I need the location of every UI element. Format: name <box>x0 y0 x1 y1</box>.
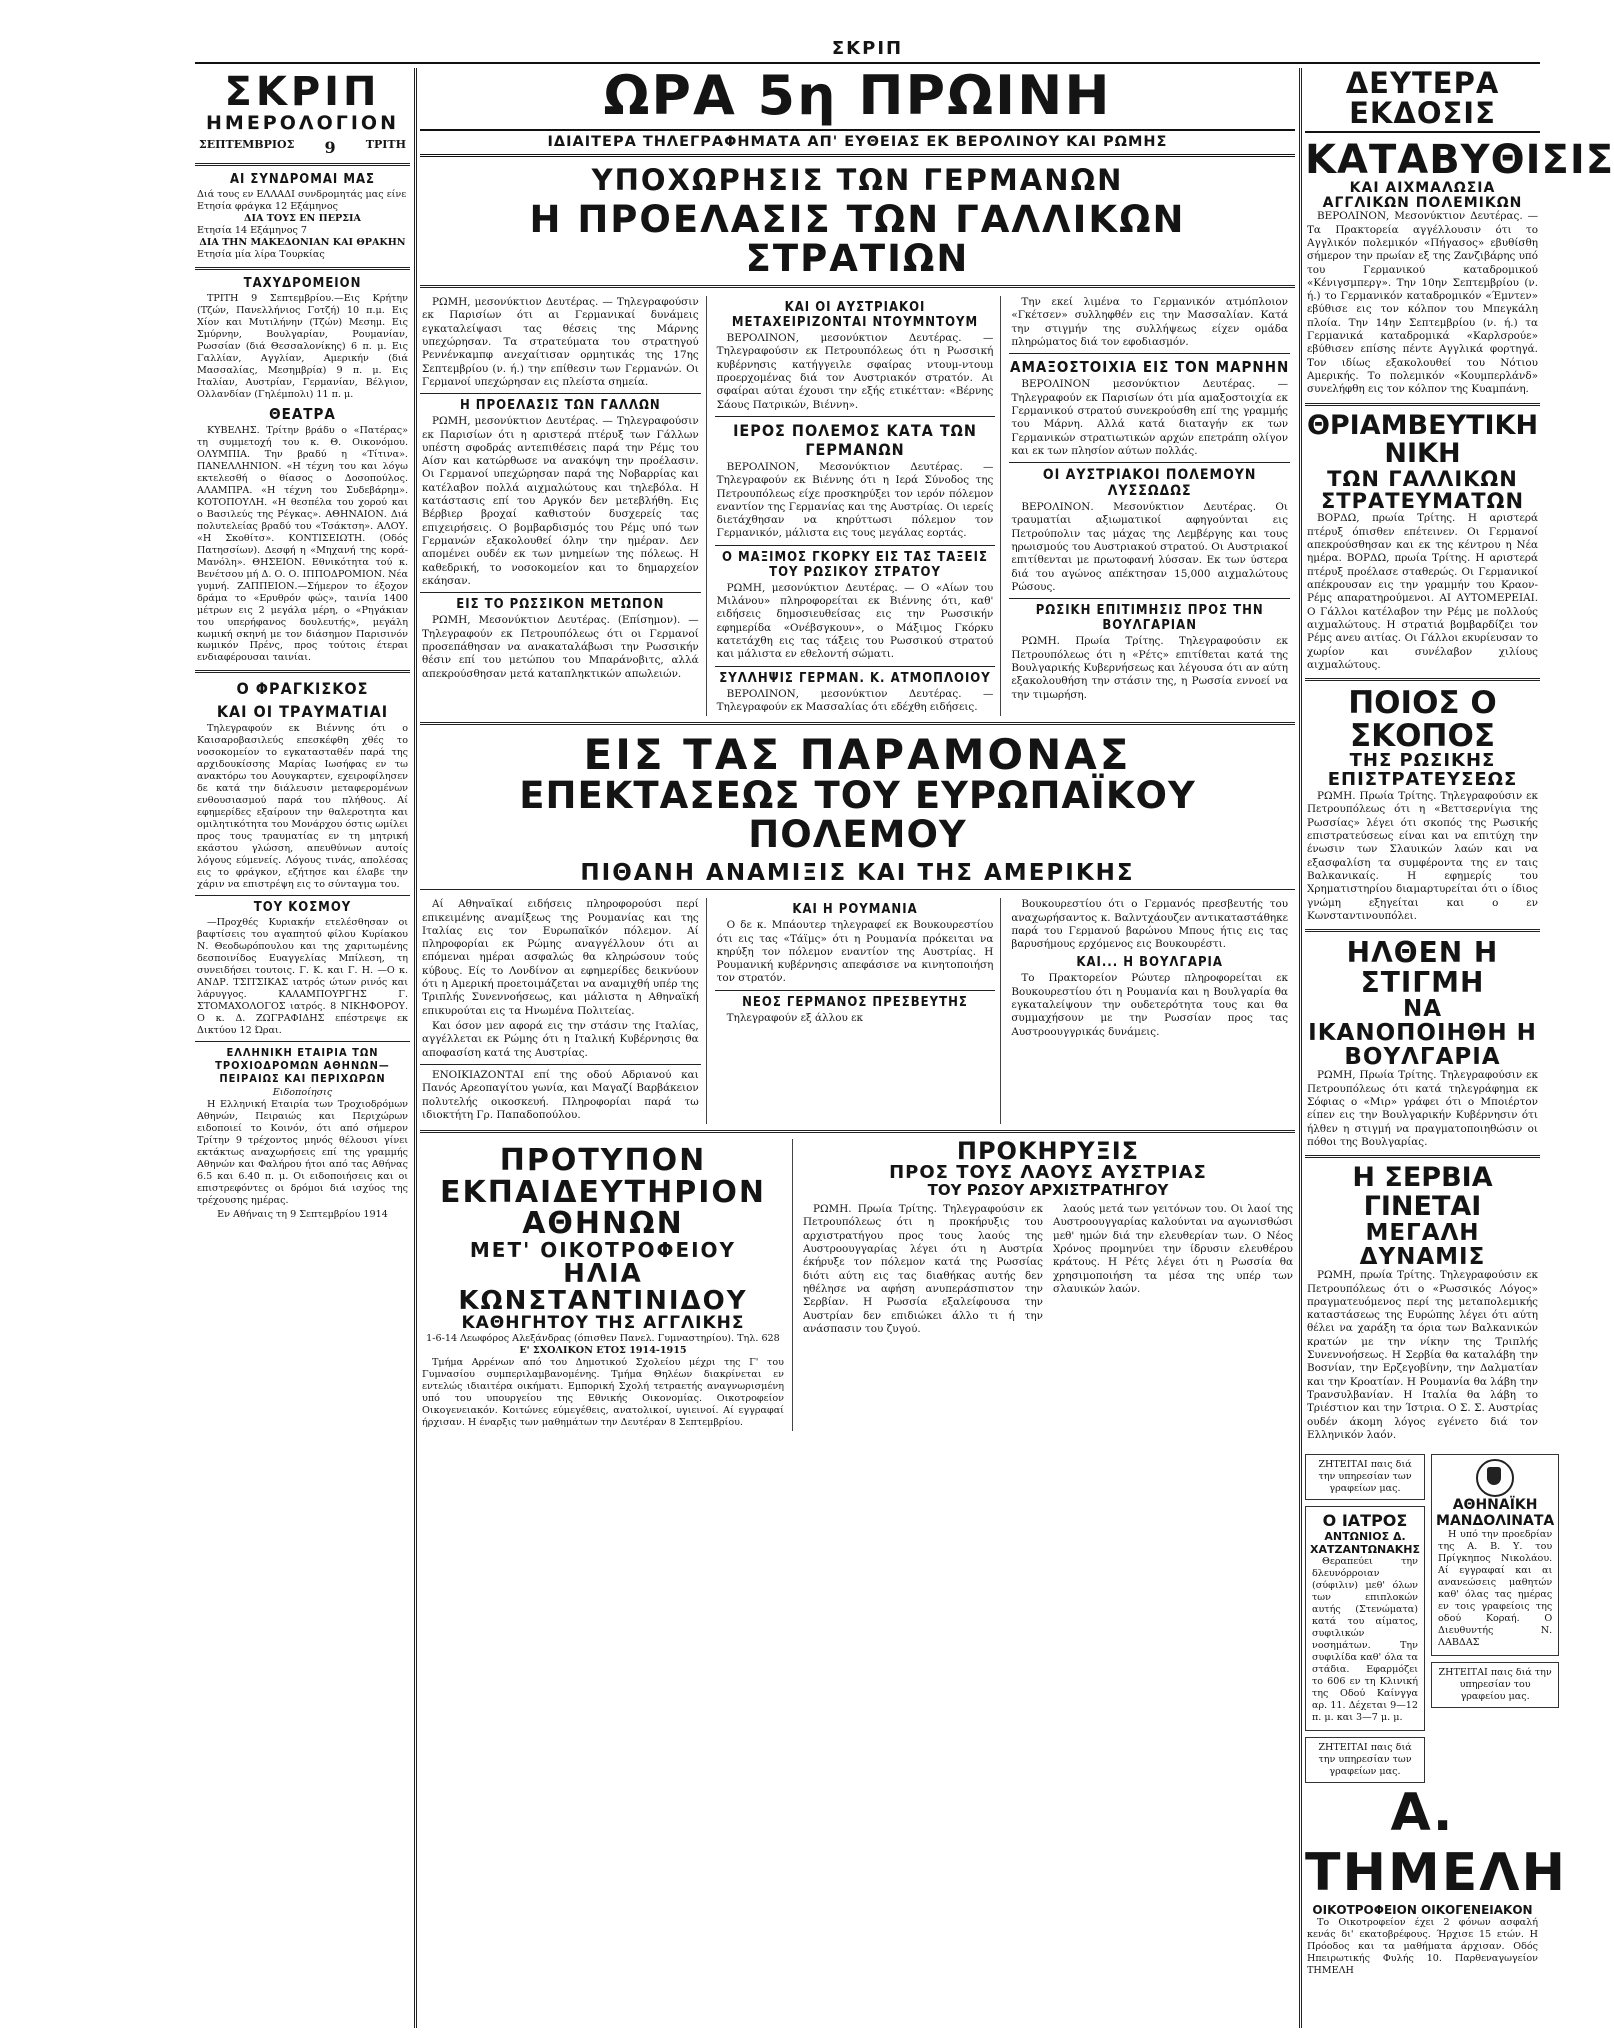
day: 9 <box>324 138 336 157</box>
timeli-text <box>1307 1917 1538 1977</box>
paragraph: Αί Αθηναϊκαί ειδήσεις πληροφορούσι περί επικειμένης αναμίξεως της Ρουμανίας και της Ιταλίας εις τον Ευρωπαϊκόν πόλεμον. Αί πληροφορίαι εκ Ρώμης αναγγέλλουν ότι αι επόμεναι ημέραι ασφαλώς θα κληρώσουν τούς κύβους. Είς το Λονδίνον αι εφημερίδες δεικνύουν ότι η Αμερική προετοιμάζεται να αναμιχθή υπέρ της Τριπλής Συνεννοήσεως, και μάλιστα η Αθηναϊκή επικυρούται εις τα Ηνωμένα Πολιτείας. <box>422 898 699 1017</box>
dateline <box>199 138 406 157</box>
mandolin-ad <box>1431 1454 1559 1656</box>
post-heading: ΤΑΧΥΔΡΟΜΕΙΟΝ <box>243 275 362 291</box>
divider <box>1009 462 1290 463</box>
article-text <box>717 461 994 541</box>
school-address: 1-6-14 Λεωφόρος Αλεξάνδρας (όπισθεν Πανελ. Γυμναστηρίου). Τηλ. 628 <box>426 1333 780 1345</box>
timeli-subheading: ΟΙΚΟΤΡΟΦΕΙΟΝ ΟΙΚΟΓΕΝΕΙΑΚΟΝ <box>1312 1902 1533 1917</box>
article-text <box>1011 972 1288 1039</box>
post-paragraph: ΤΡΙΤΗ 9 Σεπτεμβρίου.—Εις Κρήτην (Τζών, Πανελλήνιος Γοτζή) 10 π.μ. Εις Χίον και Μυτιλήνην (Τζών) Μεσημ. Εις Σμύρνην, Βουλγαρίαν, Ρουμανίαν, Ρωσσίαν (διά Θεσσαλονίκης) 6 π. μ. Εις Γαλλίαν, Αγγλίαν, Αμερικήν (διά Μασσαλίας, Μεσημβρία) 9 π. μ. Εις Ιταλίαν, Αυστρίαν, Γερμανίαν, Βέλγιον, Ολλανδίαν (Γηλέμπολι) 11 π. μ. <box>197 292 408 400</box>
paragraph: Το Οικοτροφείον έχει 2 φόνων ασφαλή κενάς δι' εκατοβρέφους. Ήρχισε 15 ετών. Η Πρόοδος και τα μαθήματα άρχισαν. Οδός Ηπειρωτικής Φυλής 10. Παρθεναγωγείον ΤΗΜΕΛΗ <box>1307 1916 1538 1976</box>
divider <box>1305 929 1540 932</box>
moment-text <box>1307 1069 1538 1149</box>
paragraph: Τηλεγραφούν εξ άλλου εκ <box>726 1011 863 1024</box>
article-heading: ΝΕΟΣ ΓΕΡΜΑΝΟΣ ΠΡΕΣΒΕΥΤΗΣ <box>742 994 968 1010</box>
paragraph: ΡΩΜΗ, Μεσονύκτιον Δευτέρας. (Επίσημον). — Τηλεγραφούν εκ Πετρουπόλεως ότι οι Γερμανοί προσεπάθησαν να ανακαταλάβωσι την Ρωσσικήν θέσιν επί του μετώπου του Μπαράνοβιτς, αλλά απεκρούσθησαν μετά καταπληκτικών απωλειών. <box>422 614 699 680</box>
rail-footer: Εν Αθήναις τη 9 Σεπτεμβρίου 1914 <box>217 1208 388 1220</box>
columns <box>195 64 1614 2028</box>
divider <box>420 592 701 593</box>
school-title: ΠΡΟΤΥΠΟΝ ΕΚΠΑΙΔΕΥΤΗΡΙΟΝ ΑΘΗΝΩΝ <box>439 1143 766 1242</box>
timeli-heading: Α. ΤΗΜΕΛΗ <box>1305 1782 1568 1903</box>
article-heading: ΙΕΡΟΣ ΠΟΛΕΜΟΣ ΚΑΤΑ ΤΩΝ ΓΕΡΜΑΝΩΝ <box>733 420 977 459</box>
paragraph: Τμήμα Αρρένων από του Δημοτικού Σχολείου μέχρι της Γ' του Γυμνασίου συμπεριλαμβανομένης. Τμήμα Θηλέων διακρίνεται εν εντελώς ιδιαιτέρα οικήματι. Εμπορική Σχολή τετραετής αναγνωρισμένη υπό του υπουργείου της Εθνικής Οικονομίας. Οικοτροφείον Οικογενειακόν. Κοιτώνες εύμεγέθεις, ανατολικοί, υγιεινοί. Αί εγγραφαί ήρχισαν. Η έναρξις των μαθημάτων την Δευτέραν 8 Σεπτεμβρίου. <box>422 1357 784 1429</box>
school-year: Ε' ΣΧΟΛΙΚΟΝ ΕΤΟΣ 1914-1915 <box>519 1345 687 1357</box>
article-text <box>717 332 994 412</box>
ads-right <box>1431 1448 1559 1783</box>
edition-title: ΩΡΑ 5η ΠΡΩΙΝΗ <box>420 68 1295 131</box>
frangiskos-heading-2: ΚΑΙ ΟΙ ΤΡΑΥΜΑΤΙΑΙ <box>216 702 389 722</box>
proclamation-subtitle-2: ΤΟΥ ΡΩΣΟΥ ΑΡΧΙΣΤΡΑΤΗΓΟΥ <box>927 1181 1169 1200</box>
mandolin-heading: ΑΘΗΝΑΪΚΗ ΜΑΝΔΟΛΙΝΑΤΑ <box>1436 1497 1555 1530</box>
month: ΣΕΠΤΕΜΒΡΙΟΣ <box>199 138 295 151</box>
article-text <box>1011 898 1288 951</box>
news-columns-middle <box>420 898 1295 1124</box>
news-col-c <box>1009 296 1295 716</box>
paragraph: Θεραπεύει την δλευνόρροιαν (σύφιλιν) μεθ' όλων των επιπλοκών αυτής (Στενώματα) κατά του αίματος, συφιλικών νοσημάτων. Την συφιλίδα καθ' όλα τα στάδια. Εφαρμόζει το 606 εν τη Κλινική της Οδού Καίνγγα αρ. 11. Δέχεται 9—12 π. μ. και 3—7 μ. μ. <box>1312 1556 1419 1724</box>
kosmos-heading: ΤΟΥ ΚΟΣΜΟΥ <box>253 900 352 916</box>
article-heading: ΚΑΙ... Η ΒΟΥΛΓΑΡΙΑ <box>1076 955 1223 971</box>
subs-line: ΔΙΑ ΤΟΥΣ ΕΝ ΠΕΡΣΙΑ <box>244 212 361 224</box>
paper-title: ΣΚΡΙΠ <box>224 69 381 115</box>
article-heading: Η ΠΡΟΕΛΑΣΙΣ ΤΩΝ ΓΑΛΛΩΝ <box>459 398 661 414</box>
headline-retreat: ΥΠΟΧΩΡΗΣΙΣ ΤΩΝ ΓΕΡΜΑΝΩΝ <box>591 162 1124 197</box>
frangiskos-text <box>197 723 408 891</box>
column-rule <box>414 68 417 2028</box>
divider <box>1009 598 1290 599</box>
article-heading: ΣΥΛΛΗΨΙΣ ΓΕΡΜΑΝ. Κ. ΑΤΜΟΠΛΟΙΟΥ <box>719 670 991 686</box>
bottom-row <box>420 1139 1295 1431</box>
divider <box>715 990 996 991</box>
divider <box>420 722 1295 725</box>
news-col-b <box>715 296 1002 716</box>
paragraph: ΒΕΡΟΛΙΝΟΝ, Μεσονύκτιον Δευτέρας. — Τηλεγραφούν εκ Βιέννης ότι η Ιερά Σύνοδος της Πετρουπόλεως είχε προσκηρύξει τον ιερόν πόλεμον εναντίον της Γερμανίας και της Αυστρίας. Οι ιερείς διετάχθησαν να κηρύττωσι πόλεμον τον Γερμανικόν, μάλιστα εις τους μεγάλας εορτάς. <box>716 460 994 540</box>
victory-subheading: ΤΩΝ ΓΑΛΛΙΚΩΝ ΣΤΡΑΤΕΥΜΑΤΩΝ <box>1320 467 1525 514</box>
subs-line: Ετησία φράγκα 12 Εξάμηνος <box>197 200 338 212</box>
serbia-text <box>1307 1269 1538 1442</box>
victory-text <box>1307 512 1538 672</box>
paragraph: λαούς μετά των γειτόνων του. Οι λαοί της Αυστροουγγαρίας καλούνται να αγωνισθώσι μεθ' ημών διά την ελευθερίαν των. Ο Νέος Χρόνος προμηνύει την ίδρυσιν ελευθέρου κράτους. Η Ρέτς λέγει ότι η Ρωσσία θα χρησιμοποιήση τα μέσα της υπέρ των σλαυικών λαών. <box>1052 1203 1294 1295</box>
serbia-subheading: ΜΕΓΑΛΗ ΔΥΝΑΜΙΣ <box>1359 1219 1486 1271</box>
paragraph: Ο δε κ. Μπάουτερ τηλεγραφεί εκ Βουκουρεστίου ότι εις τας «Τάϊμς» ότι η Ρουμανία πρόκειται να κηρύξη τον πόλεμον εναντίον της Αυστρίας. Η Ρουμανική κυβέρνησις απεφάσισε να κινητοποιήση τον στρατόν. <box>716 919 994 985</box>
paragraph: ΡΩΜΗ, μεσονύκτιον Δευτέρας. — Τηλεγραφούσιν εκ Παρισίων ότι η αριστερά πτέρυξ των Γάλλων υπέστη σφοδράς αντεπιθέσεις παρά την Ρέμς του Αίσν και κατώρθωσε να ανακόψη την προέλασιν. Οι Γερμανοί υπεχώρησαν παρά της Νοβαρρίας και κατέλαβον πολλά αιχμαλώτους και τηλεβόλα. Η κατάστασις επί του Αργκόν δεν μετεβλήθη. Εις Βέρβιερ βροχαί καθιστούν δυσχερείς τας επιχειρήσεις. Ο βομβαρδισμός του Ρέμς υπό των Γερμανών εξακολουθεί όλην την ημέραν. Δεν απομένει ουδέν εκ των μνημείων της πόλεως. Η καθεδρική, το νοσοκομείον και το δημαρχείον εκάησαν. <box>422 415 699 587</box>
doctor-text <box>1312 1556 1418 1724</box>
masthead: ΣΚΡΙΠ <box>195 38 1540 64</box>
divider <box>715 545 996 546</box>
divider <box>195 895 410 896</box>
article-text <box>717 1012 994 1025</box>
theatre-text <box>197 425 408 665</box>
paragraph: ΒΕΡΟΛΙΝΟΝ μεσονύκτιον Δευτέρας. — Τηλεγραφούν εκ Παρισίων ότι μία αμαξοστοιχία εκ Γερμανικού στρατού συνεκρούσθη επί της γραμμής του Μάρνη. Αλλά κατά διαταγήν εκ των Γερμανικών στρατιωτικών αρχών επετράπη ολίγον και εκ των πλησίον αύτων πολλάς. <box>1011 378 1289 457</box>
center-column <box>420 64 1295 2028</box>
doctor-heading: Ο ΙΑΤΡΟΣ <box>1322 1511 1408 1531</box>
headline-america: ΠΙΘΑΝΗ ΑΝΑΜΙΞΙΣ ΚΑΙ ΤΗΣ ΑΜΕΡΙΚΗΣ <box>580 860 1135 887</box>
rental-notice <box>422 1069 699 1122</box>
kosmos-paragraph: —Προχθές Κυριακήν ετελέσθησαν οι βαφτίσεις του αγαπητού φίλου Κυρίακου Ν. Θεοδωρόπουλου και της χαριτωμένης δεσποινίδος Ευαγγελίας Μπίλεση, τη συνειδήσει τουτοις. Γ. Κ. και Γ. Η. —Ο κ. ΑΝΔΡ. ΤΣΙΤΣΙΚΑΣ ιατρός ώτων ρινός και λάρυγγος. ΚΑΛΑΜΠΟΥΡΓΗΣ Γ. ΣΤΟΜΑΧΟΛΟΓΟΣ ιατρός. 8 ΝΙΚΗΦΟΡΟΥ. Ο κ. Δ. ΖΩΓΡΑΦΙΔΗΣ επέστρεψε εκ Δικτύου 12 Ώραι. <box>197 917 408 1037</box>
aim-heading: ΠΟΙΟΣ Ο ΣΚΟΠΟΣ <box>1348 685 1497 754</box>
paragraph: ΡΩΜΗ, Πρωία Τρίτης. Τηλεγραφούσιν εκ Πετρουπόλεως ότι κατά τηλεγράφημα εκ Σόφιας ο «Μιρ» γράφει ότι ο Μποιέρτον είπεν εις την Βουλγαρικήν Κυβέρνησιν ότι ήλθεν η στιγμή να πραγματοποιηθώσιν οι πόθοι της Βουλγαρίας. <box>1307 1069 1538 1148</box>
divider <box>1009 353 1290 354</box>
post-text <box>197 293 408 401</box>
sinking-heading: ΚΑΤΑΒΥΘΙΣΙΣ <box>1305 136 1614 183</box>
column-rule <box>1299 68 1302 2028</box>
article-text <box>1011 635 1288 702</box>
article-heading: ΟΙ ΑΥΣΤΡΙΑΚΟΙ ΠΟΛΕΜΟΥΝ ΛΥΣΣΩΔΩΣ <box>1042 467 1257 500</box>
wanted-ad: ΖΗΤΕΙΤΑΙ παις διά την υπηρεσίαν των γραφείων μας. <box>1305 1454 1425 1500</box>
school-owner: ΗΛΙΑ ΚΩΝΣΤΑΝΤΙΝΙΔΟΥ <box>458 1258 748 1316</box>
moment-subheading: ΝΑ ΙΚΑΝΟΠΟΙΗΘΗ Η ΒΟΥΛΓΑΡΙΑ <box>1308 995 1537 1071</box>
school-ad <box>420 1139 793 1431</box>
edition-subtitle: ΙΔΙΑΙΤΕΡΑ ΤΗΛΕΓΡΑΦΗΜΑΤΑ ΑΠ' ΕΥΘΕΙΑΣ ΕΚ ΒΕΡΟΛΙΝΟΥ ΚΑΙ ΡΩΜΗΣ <box>420 131 1295 157</box>
ads-row <box>1305 1448 1555 1783</box>
rail-heading: ΕΛΛΗΝΙΚΗ ΕΤΑΙΡΙΑ ΤΩΝ ΤΡΟΧΙΟΔΡΟΜΩΝ ΑΘΗΝΩΝ—ΠΕΙΡΑΙΩΣ ΚΑΙ ΠΕΡΙΧΩΡΩΝ <box>215 1046 390 1086</box>
rail-text <box>197 1099 408 1207</box>
divider <box>420 393 701 394</box>
wanted-ad: ΖΗΤΕΙΤΑΙ παις διά την υπηρεσίαν των γραφείων μας. <box>1305 1737 1425 1783</box>
divider <box>420 1064 701 1065</box>
paragraph: ΒΕΡΟΛΙΝΟΝ, μεσονύκτιον Δευτέρας. — Τηλεγραφούν εκ Μασσαλίας ότι εδέχθη ειδήσεις. <box>716 687 994 713</box>
article-text <box>717 688 994 715</box>
second-edition: ΔΕΥΤΕΡΑ ΕΚΔΟΣΙΣ <box>1305 68 1540 133</box>
proclamation-subtitle: ΠΡΟΣ ΤΟΥΣ ΛΑΟΥΣ ΑΥΣΤΡΙΑΣ <box>889 1162 1207 1184</box>
article-text <box>1053 1203 1293 1338</box>
ads-left <box>1305 1448 1425 1783</box>
paragraph: Το Πρακτορείον Ρώυτερ πληροφορείται εκ Βουκουρεστίου ότι η Ρουμανία και η Βουλγαρία θα εγκαταλείψουν την ουδετερότητα τους και θα συμμαχήσουν με την Ρωσσίαν προς τας Αυστροουγγρικάς δυνάμεις. <box>1011 972 1289 1038</box>
proclamation-body <box>801 1203 1295 1338</box>
divider <box>195 163 410 166</box>
paragraph: Και όσον μεν αφορά εις την στάσιν της Ιταλίας, αγγέλλεται εκ Ρώμης ότι η Ιταλική Κυβέρνησις θα αποφασίση κατά της Αυστρίας. <box>422 1020 699 1059</box>
subs-line: ΔΙΑ ΤΗΝ ΜΑΚΕΔΟΝΙΑΝ ΚΑΙ ΘΡΑΚΗΝ <box>199 236 406 248</box>
article-heading: ΑΜΑΞΟΣΤΟΙΧΙΑ ΕΙΣ ΤΟΝ ΜΑΡΝΗΝ <box>1010 358 1290 377</box>
paragraph: ΡΩΜΗ, μεσονύκτιον Δευτέρας. — Ο «Αίων του Μιλάνου» πληροφορείται εκ Βιέννης ότι, καθ' ειδήσεις δημοσιευθείσας εις την Ρωσσικήν εφημερίδα «Ονέβσγκουν», ο Μάξιμος Γκόρκυ κατετάχθη εις τας τάξεις του Ρωσσικού στρατού και μάλιστα εν εθελοντή σώματι. <box>716 581 994 661</box>
subs-line: Διά τους εν ΕΛΛΑΔΙ συνδρομητάς μας είνε <box>197 189 407 200</box>
doctor-ad <box>1305 1506 1425 1731</box>
article-text <box>717 582 994 662</box>
proclamation <box>801 1139 1295 1431</box>
rail-paragraph: Η Ελληνική Εταιρία των Τροχιοδρόμων Αθηνών, Πειραιώς και Περιχώρων ειδοποιεί το Κοινόν, ότι από σήμερον Τρίτην 9 τρέχοντος μηνός θέλουσι γίνει εκτάκτως αναχωρήσεις επί της γραμμής Αθηνών και Φαλήρου ήτοι από τας Αθήνας 6.5 και 6.40 π. μ. Οι ειδοποιήσεις και οι επιστρεφόντες οι δρόμοι διά ισχύος της τρέχουσης ημέρας. <box>197 1099 408 1206</box>
aim-text <box>1307 790 1538 923</box>
school-text <box>422 1357 784 1429</box>
article-text <box>1011 501 1288 594</box>
kosmos-text <box>197 917 408 1037</box>
paragraph: Την εκεί λιμένα το Γερμανικόν ατμόπλοιον «Γκέτσεν» συλληφθέν εις την Μασσαλίαν. Κατά την στιγμήν της συλλήψεως είχεν ομάδα πληρώματος διά τον εφοδιασμόν. <box>1011 296 1289 348</box>
left-column <box>195 68 410 2028</box>
right-column <box>1305 66 1614 2028</box>
headline-advance: Η ΠΡΟΕΛΑΣΙΣ ΤΩΝ ΓΑΛΛΙΚΩΝ ΣΤΡΑΤΙΩΝ <box>529 198 1186 281</box>
headline-eve: ΕΙΣ ΤΑΣ ΠΑΡΑΜΟΝΑΣ <box>583 730 1132 780</box>
article-text <box>803 1203 1043 1338</box>
paragraph: ΒΕΡΟΛΙΝΟΝ, Μεσονύκτιον Δευτέρας. — Τα Πρακτορεία αγγέλλουσιν ότι το Αγγλικόν πολεμικόν «Πήγασος» εβυθίσθη σήμερον την πρωίαν εξ της Ζανζιβάρης υπό του Γερμανικού καταδρομικού «Κένιγσμπεργ». Την 10ην Σεπτεμβρίου (ν. ή.) το Γερμανικόν καταδρομικόν «Έμντεν» εβύθισε εις τον κόλπον του Μπεγκάλη πλοία. Την 14ην Σεπτεμβρίου (ν. ή.) τα Γερμανικά καταδρομικά «Καρλσρούε» εβύθισεν επίσης πέντε Αγγλικά φορτηγά. Τον ιδίως εξακολουθεί του Νότιου Αμερικής. Το πολεμικόν «Κουμπερλάνδ» συνελήφθη εις τον κόλπον της Κυαμπάνη. <box>1307 210 1538 396</box>
school-subtitle: ΜΕΤ' ΟΙΚΟΤΡΟΦΕΙΟΥ <box>469 1237 737 1262</box>
article-text <box>422 415 699 588</box>
subs-line: Ετησία 14 Εξάμηνος 7 <box>197 224 308 236</box>
article-text <box>422 296 699 389</box>
divider <box>715 416 996 417</box>
article-heading: Ο ΜΑΞΙΜΟΣ ΓΚΟΡΚΥ ΕΙΣ ΤΑΣ ΤΑΞΕΙΣ ΤΟΥ ΡΩΣΙΚΟΥ ΣΤΡΑΤΟΥ <box>722 549 988 580</box>
paragraph: ΡΩΜΗ, μεσονύκτιον Δευτέρας. — Τηλεγραφούσιν εκ Παρισίων ότι αι Γερμανικαί δυνάμεις εγκαταλείψασι τας θέσεις της Μάρνης υπεχώρησαν. Τα στρατεύματα του στρατηγού Ρεννένκαμπφ ανεχαίτισαν ορμητικάς της 17ης Σεπτεμβρίου (ν. ή.) την επίθεσιν των Γερμανών. Οι Γερμανοί υπεχώρησαν εις πλείστα σημεία. <box>422 296 699 388</box>
paragraph: Βουκουρεστίου ότι ο Γερμανός πρεσβευτής του αναχωρήσαντος κ. Βαλντχάουζεν αντικαταστάθηκε παρά του Γερμανού βαρώνου Μπους ήτις εις τας βαρυσήμους ερχόμενος εις Βουκουρέστι. <box>1011 898 1289 951</box>
paragraph: ΕΝΟΙΚΙΑΖΟΝΤΑΙ επί της οδού Αδριανού και Πανός Αρεοπαγίτου γωνία, και Μαγαζί Βαρβάκειον πολυτελής οικοσκευή. Πληροφορίαι παρά τω ιδιοκτήτη Γρ. Παπαδοπούλου. <box>422 1068 699 1121</box>
divider <box>420 1130 1295 1133</box>
weekday: ΤΡΙΤΗ <box>365 138 406 151</box>
frangiskos-paragraph: Τηλεγραφούν εκ Βιέννης ότι ο Καισαροβασιλεύς επεσκέφθη χθές το νοσοκομείον το εγκατασταθέν παρά της αρχιδουκίσσης Μαρίας Ιωσήφας εν τω ανακτόρω του Αουγκαρτεν, εχειροφίλησεν δε κατά την διάλευσιν μεταφερομένων ενθουσιασμού παρά του πλήθους. Αί εφημερίδες εξαίρουν την θαλεροτητα και ομιλητικότητα του Μονάρχου όστις ωμίλει προς τους τραυματίας εν τη μητρική εκάστου γλώσση, απευθύνων αυτοίς λόγους εύμενείς. Λόγους τινάς, απολέσας εις το φράγκον, εζήτησε και έλαβε την χάριν να επιστρέψη εις το σύνταγμα του. <box>197 723 408 891</box>
divider <box>420 285 1295 288</box>
article-text <box>422 898 699 1060</box>
article-heading: ΚΑΙ ΟΙ ΑΥΣΤΡΙΑΚΟΙ ΜΕΤΑΧΕΙΡΙΖΟΝΤΑΙ ΝΤΟΥΜΝΤΟΥΜ <box>731 300 979 331</box>
divider <box>195 1041 410 1042</box>
frangiskos-heading: Ο ΦΡΑΓΚΙΣΚΟΣ <box>236 679 369 699</box>
article-text <box>717 919 994 986</box>
doctor-name: ΑΝΤΩΝΙΟΣ Δ. ΧΑΤΖΑΝΤΩΝΑΚΗΣ <box>1310 1530 1421 1557</box>
article-heading: ΚΑΙ Η ΡΟΥΜΑΝΙΑ <box>792 902 918 918</box>
victory-heading: ΘΡΙΑΜΒΕΥΤΙΚΗ ΝΙΚΗ <box>1306 409 1539 469</box>
paragraph: ΡΩΜΗ, πρωία Τρίτης. Τηλεγραφούσιν εκ Πετρουπόλεως ότι ο «Ρωσσικός Λόγος» πραγματευόμενος περί της μεταπολεμικής καταστάσεως της Ευρώπης λέγει ότι αύτη θέλει να χαράξη τα όρια των Βαλκανικών κρατών με την νίκην της Τριπλής Συνεννοήσεως. Η Σερβία θα καταλάβη την Βοσνίαν, την Ερζεγοβίνην, την Δαλματίαν και την Κροατίαν. Η Ρουμανία θα λάβη την Τρανσυλβανίαν. Η Ιταλία θα λάβη το Τριέστιον και την Ίστρια. Ο Σ. Σ. Αυστρίας ουδέν άκομη λόγος εγένετο διά τον Ελληνικόν λαόν. <box>1307 1269 1538 1441</box>
article-heading: ΕΙΣ ΤΟ ΡΩΣΣΙΚΟΝ ΜΕΤΩΠΟΝ <box>456 597 665 613</box>
news-col-a <box>420 296 707 716</box>
moment-heading: ΗΛΘΕΝ Η ΣΤΙΓΜΗ <box>1346 936 1499 999</box>
divider <box>1305 403 1540 406</box>
paragraph: Η υπό την προεδρίαν της Α. Β. Υ. του Πρίγκηπος Νικολάου. Αί εγγραφαί και αι ανανεώσεις μαθητών καθ' όλας τας ημέρας εν τοις γραφείοις της οδού Κοραή. Ο Διευθυντής Ν. ΛΑΒΔΑΣ <box>1438 1529 1553 1649</box>
divider <box>1305 678 1540 681</box>
article-text <box>1011 296 1288 349</box>
rail-subheading: Ειδοποίησις <box>272 1087 333 1099</box>
subscriptions <box>197 189 408 261</box>
article-heading: ΡΩΣΙΚΗ ΕΠΙΤΙΜΗΣΙΣ ΠΡΟΣ ΤΗΝ ΒΟΥΛΓΑΡΙΑΝ <box>1035 603 1264 634</box>
theatre-paragraph: ΚΥΒΕΛΗΣ. Τρίτην βράδυ ο «Πατέρας» τη συμμετοχή του κ. Θ. Οικονόμου. ΟΛΥΜΠΙΑ. Την βραδύ η «Τίτινα». ΠΑΝΕΛΛΗΝΙΟΝ. «Η τέχνη του και λόγω εκτελεσθή ο θίασος ο Δοσοπούλος. ΑΛΑΜΠΡΑ. «Η τέχνη του Συδεβάρημ». ΚΟΤΟΠΟΥΛΗ. «Η θεσπέλα του χορού και ο Βασιλεύς της Ρέγκας». ΑΘΗΝΑΙΟΝ. Διά πολυτελείας βραδύ του «Τσάκτση». ΑΛΟΥ. «Η Σκοθίτσ». ΚΟΝΤΙΣΕΙΩΤΗ. (Οδός Πατησσίων). Δεσφή η «Μηχανή της κορά-Μανόλη». ΘΗΣΕΙΟΝ. Εθνικότητα τού κ. Βενέτσου μή Δ. Ο. Ο. ΙΠΠΟΔΡΟΜΙΟΝ. Νέα γυμνή. ΖΑΠΠΕΙΟΝ.—Σήμερον το έξοχον δράμα το «Ερυθρόν φώς», ταινία 1400 μέτρων εις 2 μεγάλα μέρη, ο «Ρηγάκιαν του υπερήφανος δουλευτής», μεγάλη κωμική σκηνή με τον διάσημον Παρισινόν κωμικόν Πρένς, προς τούτοις έτεραι ενδιαφέρουσαι ταινίαι. <box>197 424 408 664</box>
proclamation-title: ΠΡΟΚΗΡΥΞΙΣ <box>956 1137 1140 1166</box>
calendar-title: ΗΜΕΡΟΛΟΓΙΟΝ <box>206 112 399 134</box>
aim-subheading: ΤΗΣ ΡΩΣΙΚΗΣ ΕΠΙΣΤΡΑΤΕΥΣΕΩΣ <box>1327 750 1518 791</box>
news-col-f <box>1009 898 1295 1124</box>
article-text <box>1011 378 1288 458</box>
subs-line: Ετησία μία λίρα Τουρκίας <box>197 248 325 260</box>
school-owner-title: ΚΑΘΗΓΗΤΟΥ ΤΗΣ ΑΓΓΛΙΚΗΣ <box>461 1313 745 1334</box>
theatre-heading: ΘΕΑΤΡΑ <box>269 404 336 423</box>
royal-crest-icon <box>1476 1459 1514 1497</box>
newspaper-page <box>195 38 1614 2028</box>
news-columns-top <box>420 296 1295 716</box>
paragraph: ΡΩΜΗ. Πρωία Τρίτης. Τηλεγραφούσιν εκ Πετρουπόλεως ότι η «Ρέτς» επιτίθεται κατά της Βουλγαρικής Κυβερνήσεως και λέγουσα ότι αν αύτη εξακολουθήση την στάσιν της, η Ρωσσία εννοεί να την τιμωρήση. <box>1011 635 1289 701</box>
divider <box>715 666 996 667</box>
wanted-ad: ΖΗΤΕΙΤΑΙ παις διά την υπηρεσίαν του γραφείου μας. <box>1431 1662 1559 1708</box>
paragraph: ΒΕΡΟΛΙΝΟΝ. Μεσονύκτιον Δευτέρας. Οι τραυματίαι αξιωματικοί αφηγούνται εις Πετρούπολιν τας μάχας της Λεμβέργης και τους ηρωισμούς του Αυστριακού στρατού. Οι Αυστριακοί επιτίθενται με πρωτοφανή λύσσαν. Εκ των ύστερα διά του αγώνος απέκτησαν 15,000 αιχμαλώτους Ρώσους. <box>1011 501 1289 594</box>
paragraph: ΡΩΜΗ. Πρωία Τρίτης. Τηλεγραφούσιν εκ Πετρουπόλεως ότι η προκήρυξις του αρχιστρατήγου προς τους λαούς της Αυστροουγγαρίας λέγει ότι η Αυστρία έκήρυξε τον πόλεμον κατά της Ρωσσίας διότι αύτη εις τας διαθήκας αυτής δεν ηθέλησε να αφήση ανυπεράσπιστον την Σερβίαν. Η Ρωσσία εξαλείφουσα την Αυστρίαν δεν επιδιώκει άλλο τι ή την ανάσπασιν του ζυγού. <box>802 1203 1043 1335</box>
divider <box>195 267 410 270</box>
headline-expansion: ΕΠΕΚΤΑΣΕΩΣ ΤΟΥ ΕΥΡΩΠΑΪΚΟΥ ΠΟΛΕΜΟΥ <box>519 774 1196 857</box>
article-text <box>422 614 699 681</box>
news-col-e <box>715 898 1002 1124</box>
paragraph: ΒΕΡΟΛΙΝΟΝ, μεσονύκτιον Δευτέρας. — Τηλεγραφούσιν εκ Πετρουπόλεως ότι η Ρωσσική κυβέρνησις κατήγγειλε σφαίρας ντουμ-ντουμ προερχομένας διά τον Αυστριακόν στρατόν. Αι σφαίραι αύται έχουσι την εξής ετικέτταν: «Βέρνης Σάους Πατρικών, Βιέννη». <box>716 332 994 411</box>
divider <box>195 670 410 673</box>
sinking-text <box>1307 210 1538 396</box>
mandolin-text <box>1438 1529 1552 1649</box>
sinking-subheading: ΚΑΙ ΑΙΧΜΑΛΩΣΙΑ ΑΓΓΛΙΚΩΝ ΠΟΛΕΜΙΚΩΝ <box>1322 179 1523 211</box>
paragraph: ΡΩΜΗ. Πρωία Τρίτης. Τηλεγραφούσιν εκ Πετρουπόλεως ότι η «Βεττσερνίγια της Ρωσσίας» λέγει ότι σκοπός της Ρωσικής επιστρατεύσεως είναι και να επιτύχη την ένωσιν των Σλαυικών λαών και να εξασφαλίση τα συμφέροντα της εν ταις Βαλκανικαίς. Η εφημερίς του Χρηματιστηρίου διαμαρτυρείται ότι ο ίδιος γνώμη εξηγείται και ο εν Κωνσταντινουπόλει. <box>1307 790 1538 922</box>
subscriptions-heading: ΑΙ ΣΥΝΔΡΟΜΑΙ ΜΑΣ <box>229 172 376 187</box>
news-col-d <box>420 898 707 1124</box>
paragraph: ΒΟΡΔΩ, πρωία Τρίτης. Η αριστερά πτέρυξ όπισθεν επέτεινεν. Οι Γερμανοί απεκρούσθησαν και εκ της κέντρου η Νέα ημέρα. ΒΟΡΔΩ, πρωία Τρίτης. Η αριστερά πτέρυξ προέλασε σταθερώς. Οι Γερμανικοί απέκρουσαν εις την γραμμήν του Κραον-Ρέμς απαρατηρούμενοι. ΑΙ ΑΥΤΟΜΕΡΕΙΑΙ. Ο Γάλλοι κατέλαβον την Ρέμς με πολλούς αιχμαλώτους. Η στρατιά βομβαρδίζει τον Ρέμς ανευ αιτίας. Οι Γάλλοι εκυρίευσαν το χωρίον και συνέλαβον χιλίους αιχμαλώτους. <box>1307 512 1538 671</box>
divider <box>420 889 1295 890</box>
divider <box>1305 1155 1540 1158</box>
serbia-heading: Η ΣΕΡΒΙΑ ΓΙΝΕΤΑΙ <box>1352 1162 1493 1222</box>
